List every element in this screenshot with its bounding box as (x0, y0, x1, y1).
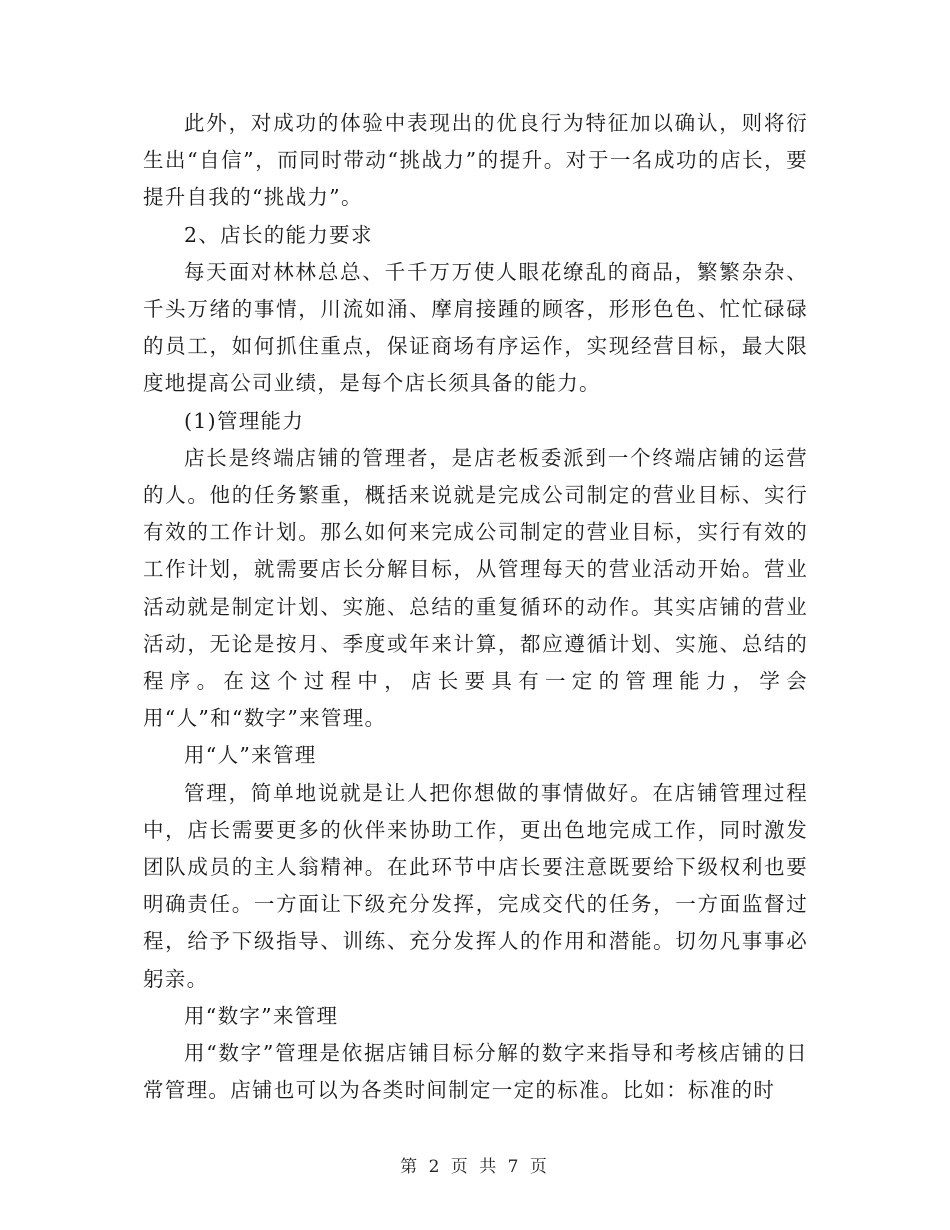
heading-manage-by-people: 用“人”来管理 (184, 743, 317, 768)
document-page (143, 105, 808, 1109)
paragraph-confidence: 此外，对成功的体验中表现出的优良行为特征加以确认，则将衍生出“自信”，而同时带动“挑战力”的提升。对于一名成功的店长，要提升自我的“挑战力”。 (143, 111, 808, 210)
heading-management-ability: (1)管理能力 (184, 408, 305, 433)
heading-manage-by-numbers: 用“数字”来管理 (184, 1003, 339, 1028)
paragraph-manager-role: 店长是终端店铺的管理者，是店老板委派到一个终端店铺的运营的人。他的任务繁重，概括来说就是完成公司制定的营业目标、实行有效的工作计划。那么如何来完成公司制定的营业目标，实行有效的工作计划，就需要店长分解目标，从管理每天的营业活动开始。营业活动就是制定计划、实施、总结的重复循环的动作。其实店铺的营业活动，无论是按月、季度或年来计算，都应遵循计划、实施、总结的程序。在这个过程中，店长要具有一定的管理能力，学会用“人”和“数字”来管理。 (143, 445, 808, 731)
heading-manager-ability: 2、店长的能力要求 (184, 222, 373, 247)
page-number-footer: 第 2 页 共 7 页 (400, 1157, 550, 1177)
paragraph-daily-challenges: 每天面对林林总总、千千万万使人眼花缭乱的商品，繁繁杂杂、千头万绪的事情，川流如涌、摩肩接踵的顾客，形形色色、忙忙碌碌的员工，如何抓住重点，保证商场有序运作，实现经营目标，最大限度地提高公司业绩，是每个店长须具备的能力。 (143, 259, 808, 396)
paragraph-manage-by-people: 管理，简单地说就是让人把你想做的事情做好。在店铺管理过程中，店长需要更多的伙伴来协助工作，更出色地完成工作，同时激发团队成员的主人翁精神。在此环节中店长要注意既要给下级权利也要明确责任。一方面让下级充分发挥，完成交代的任务，一方面监督过程，给予下级指导、训练、充分发挥人的作用和潜能。切勿凡事事必躬亲。 (143, 780, 808, 991)
paragraph-manage-by-numbers: 用“数字”管理是依据店铺目标分解的数字来指导和考核店铺的日常管理。店铺也可以为各类时间制定一定的标准。比如：标准的时 (143, 1041, 808, 1103)
